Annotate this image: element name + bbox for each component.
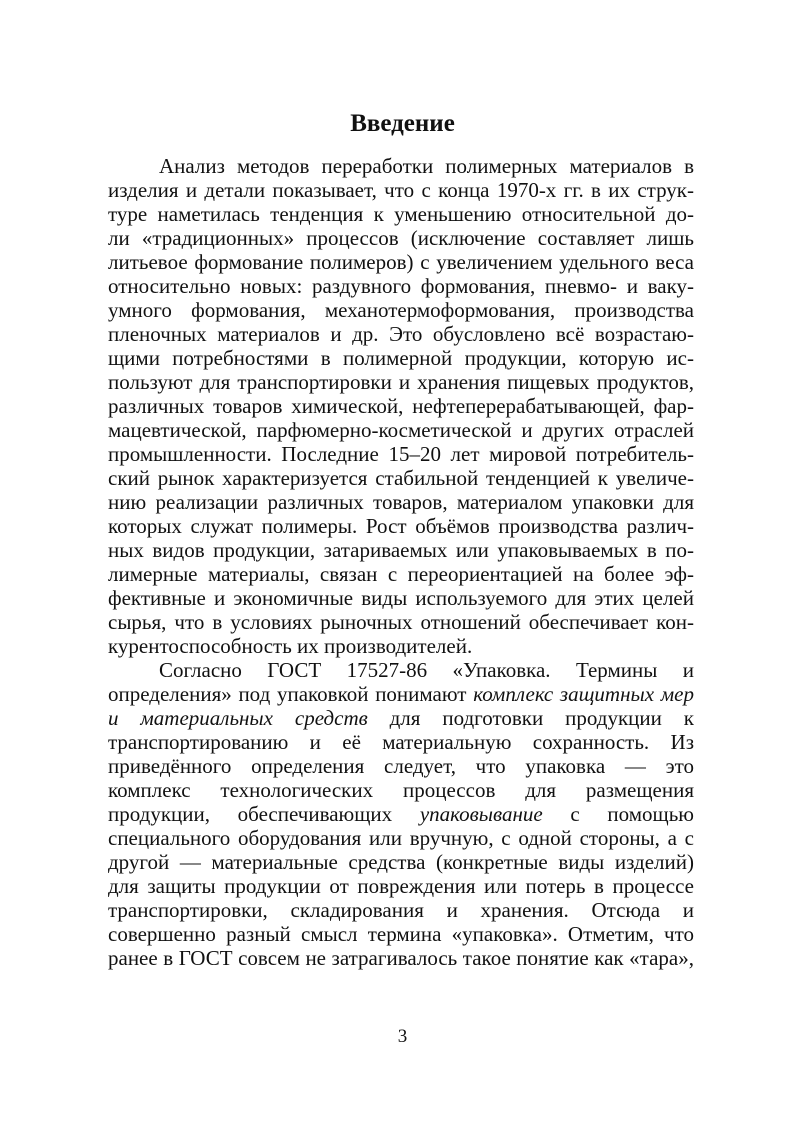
text-line: относительно новых: раздувного формования, пневмо- и ваку- — [108, 274, 694, 298]
paragraph-2 — [108, 658, 694, 970]
text-line: умного формования, механотермоформования, производства — [108, 298, 694, 322]
text-line: другой — материальные средства (конкретные виды изделий) — [108, 850, 694, 874]
text-line: щими потребностями в полимерной продукции, которую ис- — [108, 346, 694, 370]
text-fragment: продукции, обеспечивающих — [108, 802, 420, 826]
text-line — [108, 706, 694, 730]
emphasis-text: упаковывание — [419, 802, 543, 826]
text-line: пользуют для транспортировки и хранения пищевых продуктов, — [108, 370, 694, 394]
text-line: Анализ методов переработки полимерных материалов в — [159, 154, 694, 178]
text-fragment: с помощью — [542, 802, 694, 826]
paragraph-1 — [108, 154, 694, 658]
text-line: фективные и экономичные виды используемого для этих целей — [108, 586, 694, 610]
text-line: для защиты продукции от повреждения или потерь в процессе — [108, 874, 694, 898]
text-line: ли «традиционных» процессов (исключение составляет лишь — [108, 226, 694, 250]
text-line: транспортированию и её материальную сохранность. Из — [108, 730, 694, 754]
text-line — [108, 802, 694, 826]
text-line — [108, 682, 694, 706]
text-line: которых служат полимеры. Рост объёмов производства различ- — [108, 514, 694, 538]
text-line: сырья, что в условиях рыночных отношений обеспечивает кон- — [108, 610, 694, 634]
text-line: приведённого определения следует, что упаковка — это — [108, 754, 694, 778]
text-line: совершенно разный смысл термина «упаковка». Отметим, что — [108, 922, 694, 946]
text-line: промышленности. Последние 15–20 лет мировой потребитель- — [108, 442, 694, 466]
page-number: 3 — [397, 1026, 408, 1047]
text-line: нию реализации различных товаров, материалом упаковки для — [108, 490, 694, 514]
text-line: ранее в ГОСТ совсем не затрагивалось такое понятие как «тара», — [108, 946, 694, 970]
text-fragment: для подготовки продукции к — [367, 706, 694, 730]
text-line: пленочных материалов и др. Это обусловлено всё возрастаю- — [108, 322, 694, 346]
text-line: изделия и детали показывает, что с конца 1970-х гг. в их струк- — [108, 178, 694, 202]
text-line: комплекс технологических процессов для размещения — [108, 778, 694, 802]
text-line: ных видов продукции, затариваемых или упаковываемых в по- — [108, 538, 694, 562]
text-line: литьевое формование полимеров) с увеличением удельного веса — [108, 250, 694, 274]
text-fragment: определения» под упаковкой понимают — [108, 682, 474, 706]
text-line: курентоспособность их производителей. — [108, 634, 473, 658]
emphasis-text: комплекс защитных мер — [473, 682, 694, 706]
text-line: ский рынок характеризуется стабильной тенденцией к увеличе- — [108, 466, 694, 490]
text-line: различных товаров химической, нефтеперерабатывающей, фар- — [108, 394, 694, 418]
text-line: туре наметилась тенденция к уменьшению относительной до- — [108, 202, 694, 226]
body-text — [108, 154, 694, 970]
text-line: мацевтической, парфюмерно-косметической и других отраслей — [108, 418, 694, 442]
text-line: лимерные материалы, связан с переориентацией на более эф- — [108, 562, 694, 586]
text-line: транспортировки, складирования и хранения. Отсюда и — [108, 898, 694, 922]
text-line: специального оборудования или вручную, с одной стороны, а с — [108, 826, 694, 850]
emphasis-text: и материальных средств — [108, 706, 368, 730]
page-title: Введение — [350, 110, 455, 137]
text-line: Согласно ГОСТ 17527-86 «Упаковка. Термины и — [159, 658, 694, 682]
